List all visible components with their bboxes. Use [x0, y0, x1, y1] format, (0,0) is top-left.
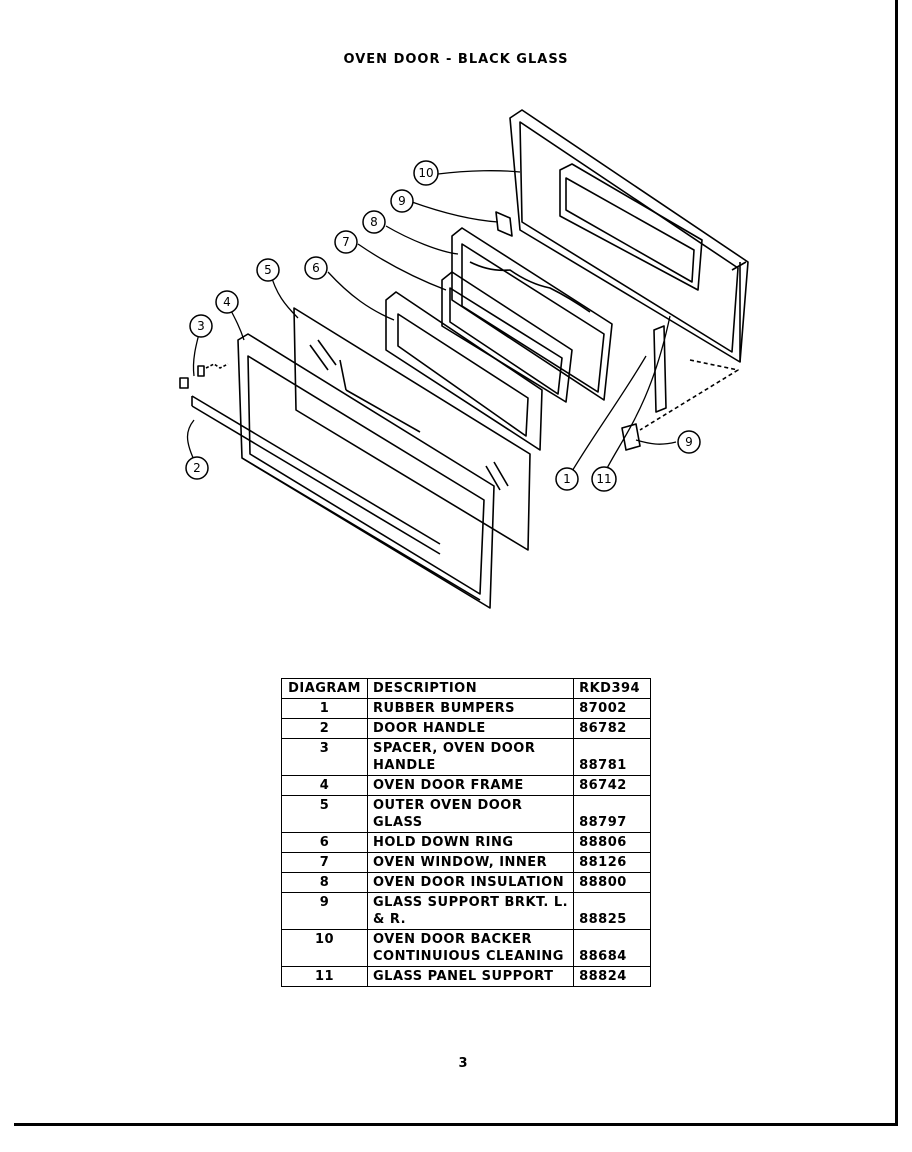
callout-6: 6: [312, 261, 320, 275]
callout-5: 5: [264, 263, 272, 277]
row-diagram: 9: [282, 893, 368, 930]
parts-table: [281, 678, 651, 987]
row-part-number: 88126: [574, 853, 651, 873]
row-diagram: 6: [282, 833, 368, 853]
callout-9-lower: 9: [685, 435, 693, 449]
row-diagram: 11: [282, 967, 368, 987]
row-diagram: 10: [282, 930, 368, 967]
callout-10: 10: [418, 166, 434, 180]
row-part-number: 88824: [574, 967, 651, 987]
callout-8: 8: [370, 215, 378, 229]
insulation-part: [452, 228, 612, 400]
row-description: HOLD DOWN RING: [368, 833, 574, 853]
callout-4: 4: [223, 295, 231, 309]
row-diagram: 3: [282, 739, 368, 776]
row-description: OUTER OVEN DOOR GLASS: [368, 796, 574, 833]
row-part-number: 88800: [574, 873, 651, 893]
callout-11: 11: [596, 472, 612, 486]
row-part-number: 88781: [574, 739, 651, 776]
glass-support-bracket-upper: [496, 212, 512, 236]
callout-2: 2: [193, 461, 201, 475]
callout-3: 3: [197, 319, 205, 333]
row-description: SPACER, OVEN DOOR HANDLE: [368, 739, 574, 776]
header-description: DESCRIPTION: [368, 679, 574, 699]
row-description: GLASS PANEL SUPPORT: [368, 967, 574, 987]
table-row: [282, 853, 651, 873]
row-diagram: 8: [282, 873, 368, 893]
table-row: [282, 873, 651, 893]
row-part-number: 88825: [574, 893, 651, 930]
row-diagram: 2: [282, 719, 368, 739]
spacer-part: [180, 364, 228, 388]
row-part-number: 87002: [574, 699, 651, 719]
row-description: OVEN WINDOW, INNER: [368, 853, 574, 873]
door-frame-part: [238, 334, 494, 608]
row-part-number: 86742: [574, 776, 651, 796]
row-part-number: 88684: [574, 930, 651, 967]
table-row: [282, 893, 651, 930]
table-header-row: [282, 679, 651, 699]
row-part-number: 88797: [574, 796, 651, 833]
row-diagram: 5: [282, 796, 368, 833]
page-number: 3: [458, 1056, 468, 1071]
table-row: [282, 739, 651, 776]
row-diagram: 7: [282, 853, 368, 873]
header-diagram: DIAGRAM: [282, 679, 368, 699]
callout-1: 1: [563, 472, 571, 486]
table-row: [282, 796, 651, 833]
callout-7: 7: [342, 235, 350, 249]
row-part-number: 88806: [574, 833, 651, 853]
door-backer-part: [510, 110, 748, 362]
row-description: OVEN DOOR FRAME: [368, 776, 574, 796]
row-description: RUBBER BUMPERS: [368, 699, 574, 719]
page-title: OVEN DOOR - BLACK GLASS: [343, 52, 569, 67]
table-row: [282, 699, 651, 719]
row-description: OVEN DOOR BACKER CONTINUIOUS CLEANING: [368, 930, 574, 967]
table-row: [282, 833, 651, 853]
table-row: [282, 776, 651, 796]
row-part-number: 86782: [574, 719, 651, 739]
row-description: DOOR HANDLE: [368, 719, 574, 739]
row-description: OVEN DOOR INSULATION: [368, 873, 574, 893]
outer-glass-part: [294, 308, 530, 550]
row-diagram: 1: [282, 699, 368, 719]
row-diagram: 4: [282, 776, 368, 796]
row-description: GLASS SUPPORT BRKT. L. & R.: [368, 893, 574, 930]
callout-9-upper: 9: [398, 194, 406, 208]
header-model: RKD394: [574, 679, 651, 699]
table-row: [282, 967, 651, 987]
table-row: [282, 930, 651, 967]
table-row: [282, 719, 651, 739]
